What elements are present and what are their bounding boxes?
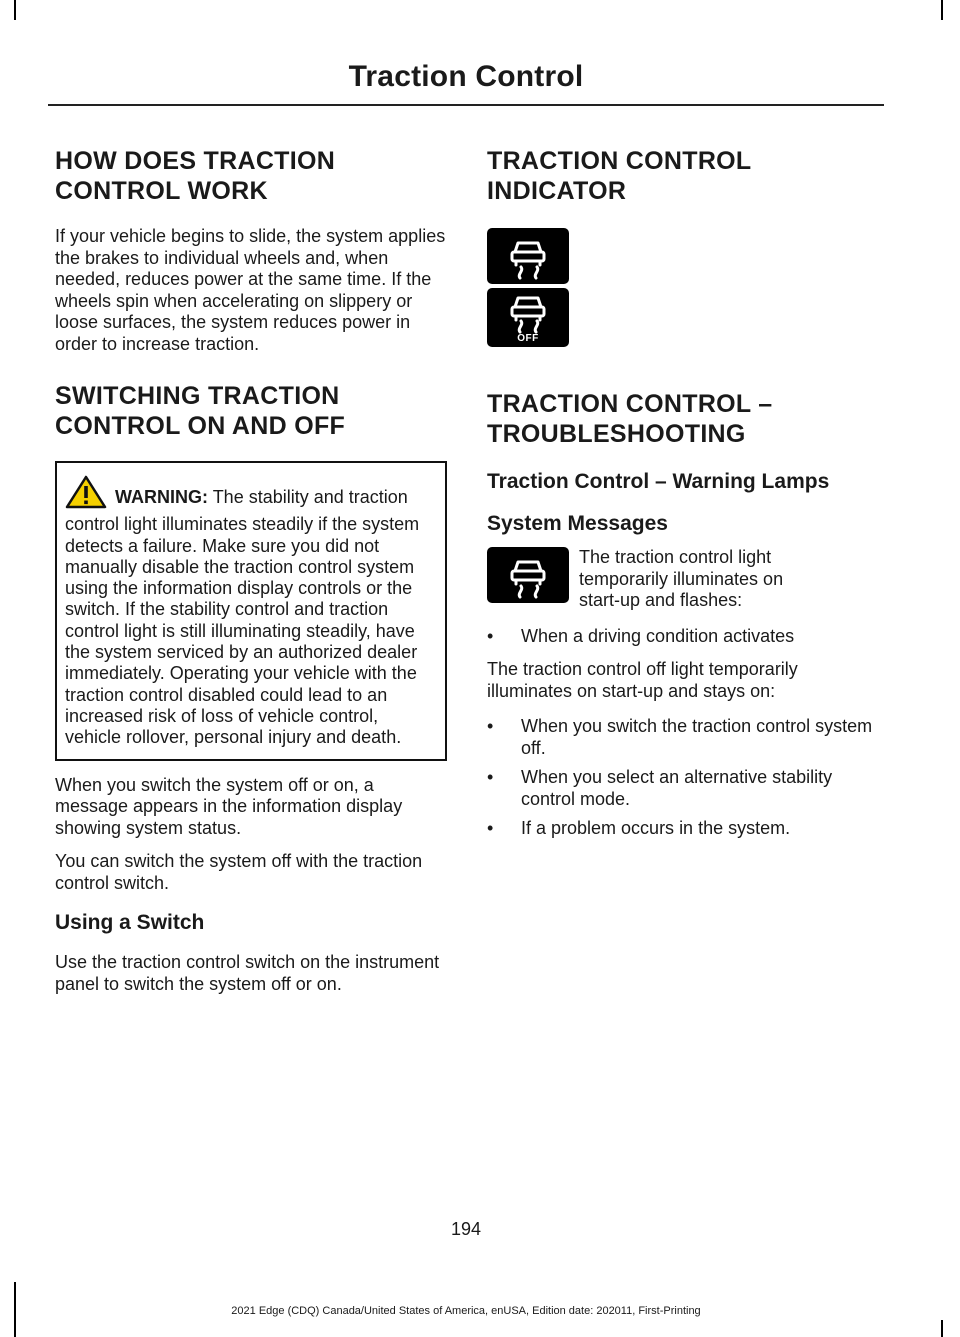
off-conditions-list xyxy=(487,716,881,840)
activation-list xyxy=(487,626,881,648)
header-rule xyxy=(48,104,884,106)
list-item: • When you select an alternative stability control mode. xyxy=(487,767,833,809)
warning-lamps-heading: Traction Control – Warning Lamps xyxy=(487,470,830,493)
section-how-does-traction-control-work-title: HOW DOES TRACTION CONTROL WORK xyxy=(55,147,336,205)
use-switch-paragraph: Use the traction control switch on the instrument panel to switch the system off or on. xyxy=(55,952,440,994)
switch-off-paragraph: You can switch the system off with the traction control switch. xyxy=(55,851,423,893)
status-message-paragraph: When you switch the system off or on, a message appears in the information display showing system status. xyxy=(55,774,403,838)
how-it-works-paragraph: If your vehicle begins to slide, the system applies the brakes to individual wheels and, when needed, reduces power at the same time. If the wheels spin when accelerating on slippery or loose surfaces, the system reduces power in order to increase traction. xyxy=(55,226,446,354)
warning-box xyxy=(55,461,447,761)
traction-control-off-icon xyxy=(487,288,569,347)
off-label: OFF xyxy=(517,333,539,344)
section-switching-title: SWITCHING TRACTION CONTROL ON AND OFF xyxy=(55,382,346,440)
page-number: 194 xyxy=(450,1219,482,1239)
list-item: • If a problem occurs in the system. xyxy=(487,818,791,838)
warning-label: WARNING: xyxy=(115,487,208,507)
crop-mark-top-left xyxy=(14,0,16,20)
section-troubleshooting-title: TRACTION CONTROL – TROUBLESHOOTING xyxy=(487,390,773,448)
crop-mark-bottom-right xyxy=(941,1320,943,1337)
left-column xyxy=(55,146,447,1007)
list-item: • When you switch the traction control system off. xyxy=(487,716,873,758)
off-light-description: The traction control off light temporarily illuminates on start-up and stays on: xyxy=(487,659,798,701)
warning-triangle-icon xyxy=(65,475,107,514)
right-column xyxy=(487,146,881,852)
warning-text: The stability and traction control light illuminates steadily if the system detects a failure. Make sure you did not manually disable the traction control system using the information display controls or the switch. If the stability control and traction control light is still illuminating steadily, have the system serviced by an authorized dealer immediately. Operating your vehicle with the traction control disabled could lead to an increased risk of loss of vehicle control, vehicle rollover, personal injury and death. xyxy=(65,487,420,748)
using-a-switch-heading: Using a Switch xyxy=(55,911,205,935)
page-header-title: Traction Control xyxy=(348,60,584,93)
list-item: • When a driving condition activates xyxy=(487,625,795,646)
traction-light-description: The traction control light temporarily illuminates on start-up and flashes: xyxy=(579,547,784,610)
footer-edition-text: 2021 Edge (CDQ) Canada/United States of America, enUSA, Edition date: 202011, First-Printing xyxy=(231,1305,701,1317)
traction-light-row xyxy=(487,547,881,612)
traction-control-icon xyxy=(487,228,569,284)
system-messages-heading: System Messages xyxy=(487,512,668,535)
crop-mark-top-right xyxy=(941,0,943,20)
traction-control-icon xyxy=(487,547,569,603)
section-indicator-title: TRACTION CONTROL INDICATOR xyxy=(487,147,752,205)
